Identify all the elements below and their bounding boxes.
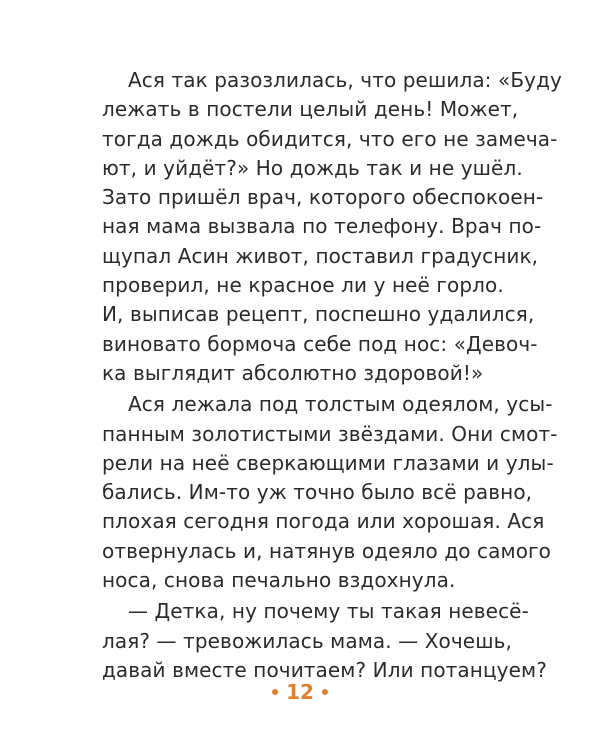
- text-line: ная мама вызвала по телефону. Врач по-: [102, 214, 542, 239]
- text-line: проверил, не красное ли у неё горло.: [102, 273, 504, 298]
- text-line: виновато бормоча себе под нос: «Девоч-: [102, 331, 538, 356]
- text-line: Ася так разозлилась, что решила: «Буду: [128, 68, 562, 92]
- text-line: носа, снова печально вздохнула.: [102, 568, 456, 593]
- text-line: давай вместе почитаем? Или потанцуем?: [102, 657, 547, 682]
- text-line: лежать в постели целый день! Может,: [102, 97, 519, 122]
- text-line: отвернулась и, натянув одеяло до самого: [102, 538, 551, 563]
- text-line: плохая сегодня погода или хорошая. Ася: [102, 509, 545, 534]
- text-line: тогда дождь обидится, что его не замеча-: [102, 126, 558, 151]
- text-line: рели на неё сверкающими глазами и улы-: [102, 450, 554, 475]
- page-footer: [0, 680, 600, 704]
- text-line: Ася лежала под толстым одеялом, усы-: [128, 392, 553, 417]
- text-line: Зато пришёл врач, которого обеспокоен-: [102, 185, 544, 210]
- page-number: 12: [286, 680, 314, 704]
- text-line: ка выглядит абсолютно здоровой!»: [102, 360, 484, 385]
- paragraph-3: [102, 597, 547, 685]
- text-line: И, выписав рецепт, поспешно удалился,: [102, 302, 535, 327]
- text-line: — Детка, ну почему ты такая невесё-: [128, 599, 529, 624]
- body-text: [102, 66, 562, 685]
- paragraph-1: [102, 66, 562, 388]
- text-line: ют, и уйдёт?» Но дождь так и не ушёл.: [102, 155, 523, 180]
- text-line: лая? — тревожилась мама. — Хочешь,: [102, 628, 512, 653]
- text-line: панным золотистыми звёздами. Они смот-: [102, 421, 558, 446]
- text-line: щупал Асин живот, поставил градусник,: [102, 243, 539, 268]
- text-line: бались. Им-то уж точно было всё равно,: [102, 480, 533, 505]
- paragraph-2: [102, 390, 558, 595]
- bullet-icon: [272, 689, 278, 695]
- bullet-icon: [322, 689, 328, 695]
